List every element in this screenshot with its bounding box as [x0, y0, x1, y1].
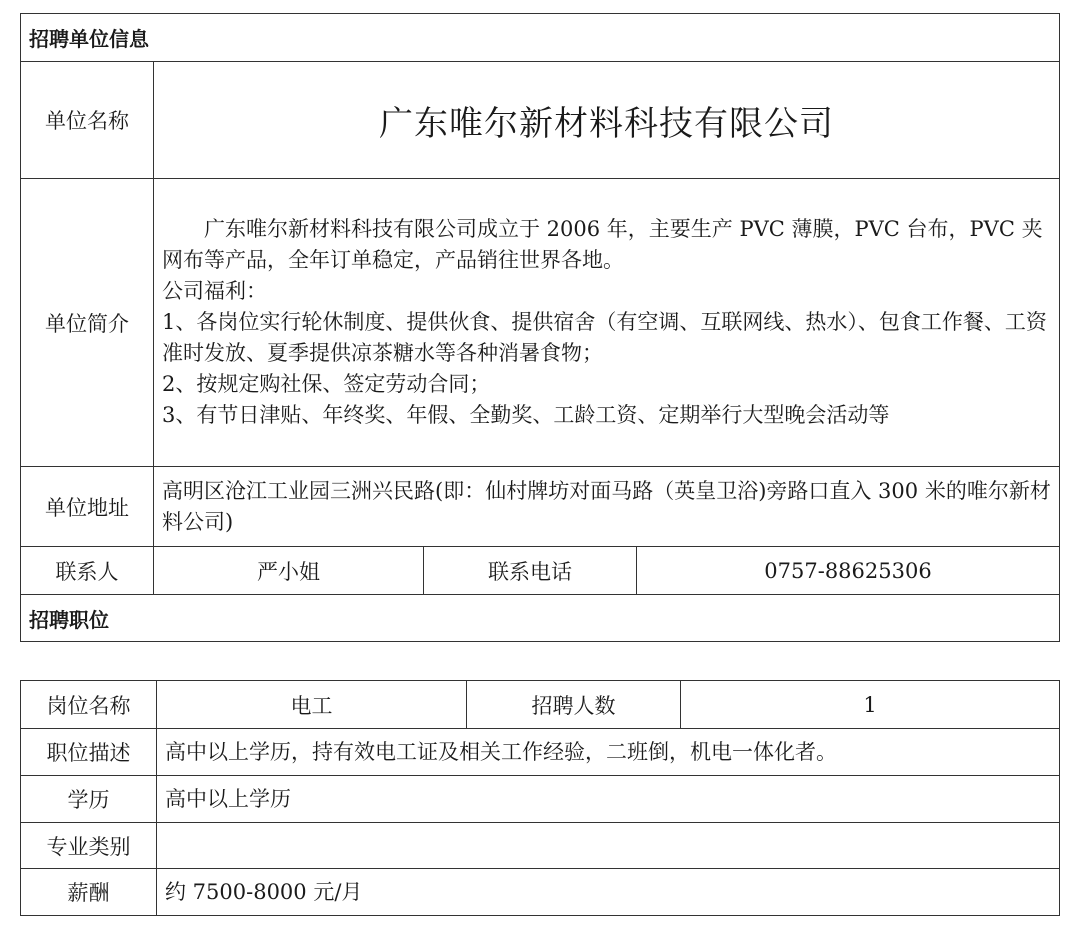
major-label: 专业类别 [21, 823, 157, 869]
contact-name: 严小姐 [154, 547, 424, 595]
intro-line: 1、各岗位实行轮休制度、提供伙食、提供宿舍（有空调、互联网线、热水）、包食工作餐、工资准时发放、夏季提供凉茶糖水等各种消暑食物； [162, 310, 1047, 365]
intro-line: 2、按规定购社保、签定劳动合同； [162, 372, 491, 396]
education: 高中以上学历 [157, 776, 1060, 823]
headcount: 1 [681, 681, 1060, 729]
position-desc: 高中以上学历，持有效电工证及相关工作经验，二班倒，机电一体化者。 [157, 729, 1060, 776]
major [157, 823, 1060, 869]
company-name: 广东唯尔新材料科技有限公司 [154, 62, 1060, 179]
position-desc-label: 职位描述 [21, 729, 157, 776]
salary: 约 7500-8000 元/月 [157, 869, 1060, 916]
intro-line: 广东唯尔新材料科技有限公司成立于 2006 年，主要生产 PVC 薄膜，PVC 台布，PVC 夹网布等产品，全年订单稳定，产品销往世界各地。 [162, 217, 1043, 272]
contact-phone: 0757-88625306 [637, 547, 1060, 595]
contact-label: 联系人 [21, 547, 154, 595]
position-table [20, 680, 1060, 916]
salary-label: 薪酬 [21, 869, 157, 916]
intro-line: 公司福利： [162, 279, 267, 303]
intro-line: 3、有节日津贴、年终奖、年假、全勤奖、工龄工资、定期举行大型晚会活动等 [162, 403, 890, 427]
company-intro [154, 179, 1060, 467]
employer-info-table [20, 13, 1060, 642]
address-label: 单位地址 [21, 467, 154, 547]
employer-section-title: 招聘单位信息 [21, 14, 1060, 62]
headcount-label: 招聘人数 [467, 681, 681, 729]
position-title-label: 岗位名称 [21, 681, 157, 729]
company-intro-label: 单位简介 [21, 179, 154, 467]
positions-section-title: 招聘职位 [21, 595, 1060, 642]
company-name-label: 单位名称 [21, 62, 154, 179]
position-title: 电工 [157, 681, 467, 729]
company-address: 高明区沧江工业园三洲兴民路(即：仙村牌坊对面马路（英皇卫浴)旁路口直入 300 米的唯尔新材料公司) [154, 467, 1060, 547]
education-label: 学历 [21, 776, 157, 823]
phone-label: 联系电话 [424, 547, 637, 595]
